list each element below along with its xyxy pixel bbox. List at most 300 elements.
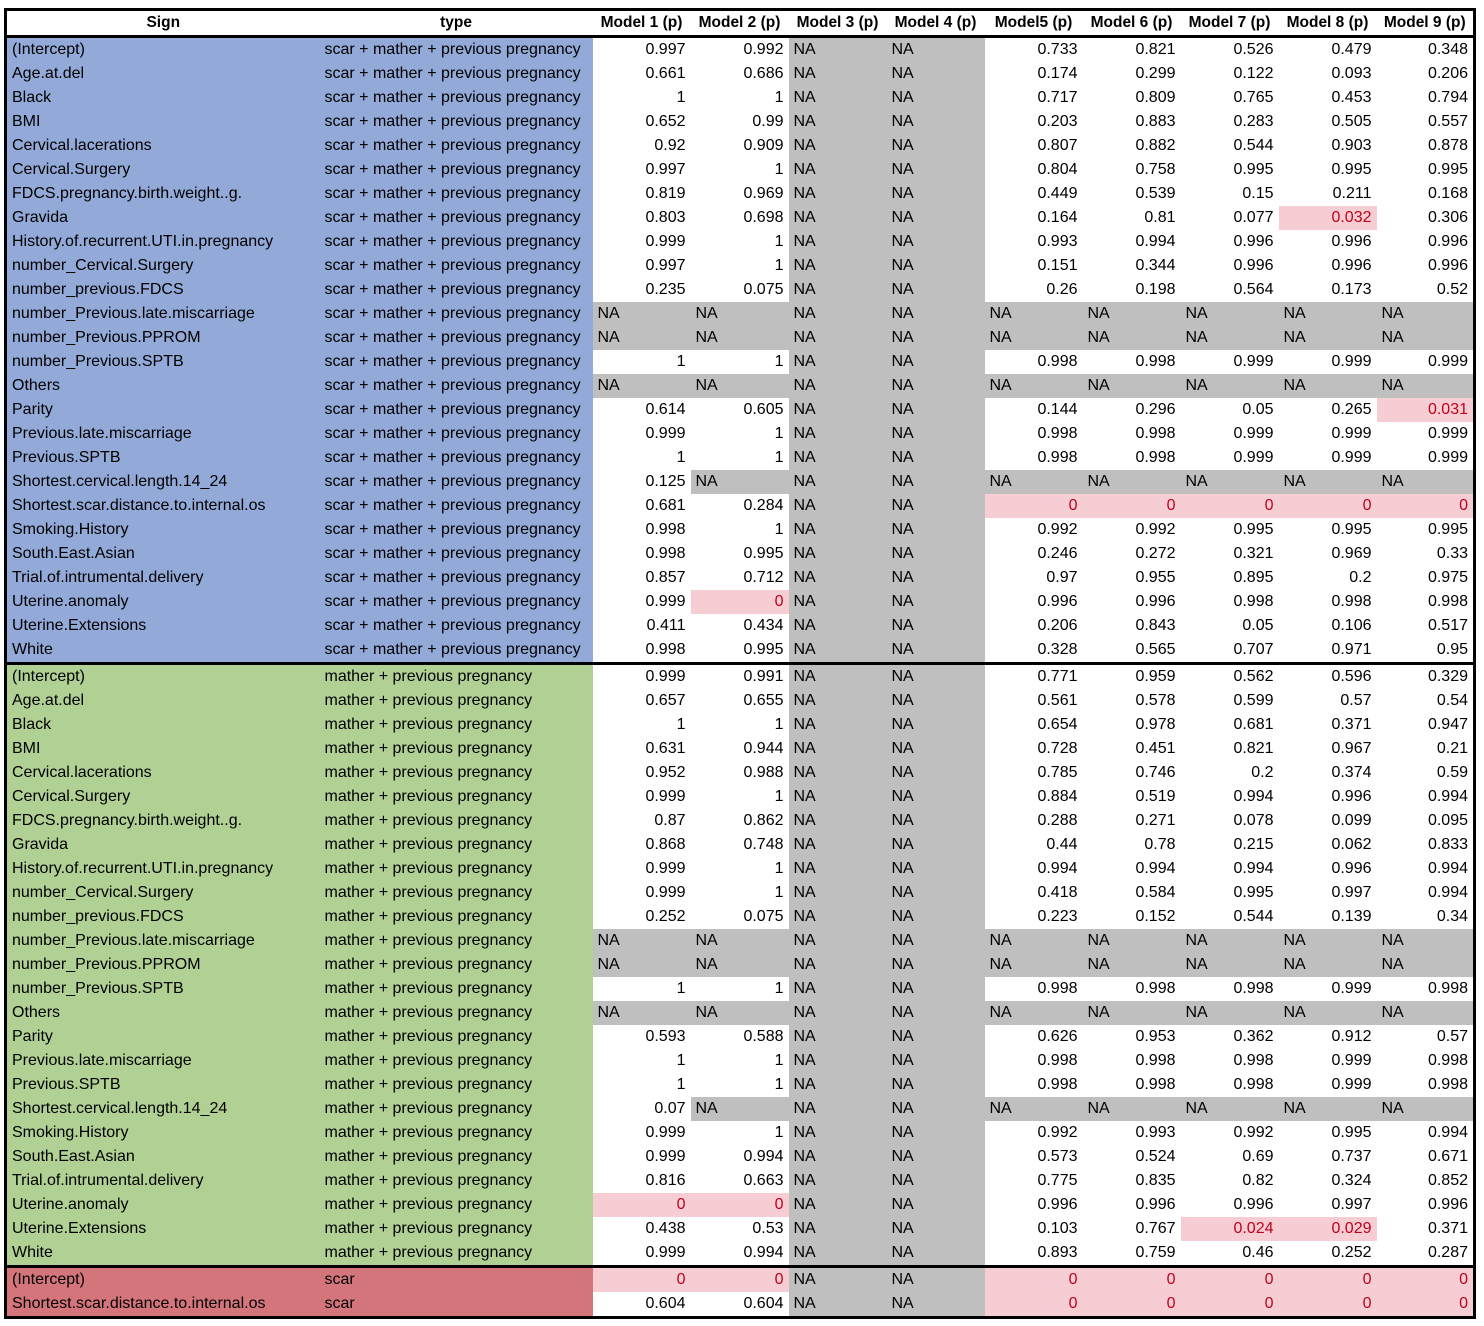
cell-model-3-p[interactable]: NA	[789, 206, 887, 230]
cell-model-2-p[interactable]: 1	[691, 1121, 789, 1145]
cell-model-4-p[interactable]: NA	[887, 470, 985, 494]
cell-model-5-p[interactable]: 0.728	[985, 737, 1083, 761]
cell-sign[interactable]: Trial.of.intrumental.delivery	[6, 1169, 320, 1193]
cell-model-6-p[interactable]: 0.519	[1083, 785, 1181, 809]
cell-model-5-p[interactable]: 0.998	[985, 350, 1083, 374]
cell-type[interactable]: scar + mather + previous pregnancy	[320, 566, 593, 590]
cell-sign[interactable]: (Intercept)	[6, 1267, 320, 1293]
cell-model-6-p[interactable]: 0	[1083, 494, 1181, 518]
cell-model-6-p[interactable]: 0.955	[1083, 566, 1181, 590]
cell-model-5-p[interactable]: 0.884	[985, 785, 1083, 809]
cell-model-4-p[interactable]: NA	[887, 182, 985, 206]
cell-model-7-p[interactable]: 0.283	[1181, 110, 1279, 134]
cell-type[interactable]: mather + previous pregnancy	[320, 833, 593, 857]
cell-sign[interactable]: Others	[6, 374, 320, 398]
cell-model-6-p[interactable]: 0.758	[1083, 158, 1181, 182]
cell-model-6-p[interactable]: 0.272	[1083, 542, 1181, 566]
cell-model-9-p[interactable]: 0.794	[1377, 86, 1475, 110]
cell-model-1-p[interactable]: NA	[593, 326, 691, 350]
cell-model-5-p[interactable]: NA	[985, 1001, 1083, 1025]
cell-model-9-p[interactable]: 0.994	[1377, 881, 1475, 905]
cell-model-1-p[interactable]: 0.438	[593, 1217, 691, 1241]
cell-model-2-p[interactable]: 1	[691, 158, 789, 182]
cell-model-8-p[interactable]: 0.252	[1279, 1241, 1377, 1267]
cell-model-9-p[interactable]: 0.59	[1377, 761, 1475, 785]
cell-type[interactable]: scar + mather + previous pregnancy	[320, 614, 593, 638]
cell-model-8-p[interactable]: 0.173	[1279, 278, 1377, 302]
cell-model-1-p[interactable]: 0.252	[593, 905, 691, 929]
cell-model-7-p[interactable]: 0.994	[1181, 785, 1279, 809]
cell-model-8-p[interactable]: NA	[1279, 1001, 1377, 1025]
cell-model-5-p[interactable]: 0.993	[985, 230, 1083, 254]
cell-model-7-p[interactable]: NA	[1181, 302, 1279, 326]
cell-model-6-p[interactable]: 0.998	[1083, 350, 1181, 374]
cell-model-8-p[interactable]: 0.093	[1279, 62, 1377, 86]
cell-type[interactable]: scar + mather + previous pregnancy	[320, 158, 593, 182]
cell-model-7-p[interactable]: 0.995	[1181, 518, 1279, 542]
cell-model-4-p[interactable]: NA	[887, 857, 985, 881]
cell-type[interactable]: mather + previous pregnancy	[320, 737, 593, 761]
cell-model-1-p[interactable]: 1	[593, 350, 691, 374]
cell-model-4-p[interactable]: NA	[887, 542, 985, 566]
cell-model-3-p[interactable]: NA	[789, 326, 887, 350]
cell-model-4-p[interactable]: NA	[887, 446, 985, 470]
cell-model-2-p[interactable]: 0.588	[691, 1025, 789, 1049]
cell-model-6-p[interactable]: 0.998	[1083, 422, 1181, 446]
cell-model-6-p[interactable]: NA	[1083, 1097, 1181, 1121]
cell-model-1-p[interactable]: 0.998	[593, 542, 691, 566]
cell-model-9-p[interactable]: NA	[1377, 929, 1475, 953]
cell-model-3-p[interactable]: NA	[789, 713, 887, 737]
cell-model-4-p[interactable]: NA	[887, 833, 985, 857]
cell-model-9-p[interactable]: 0	[1377, 1267, 1475, 1293]
cell-model-1-p[interactable]: 0.997	[593, 37, 691, 63]
cell-model-2-p[interactable]: 0.994	[691, 1145, 789, 1169]
cell-model-7-p[interactable]: 0.995	[1181, 881, 1279, 905]
cell-model-3-p[interactable]: NA	[789, 761, 887, 785]
cell-model-2-p[interactable]: 1	[691, 977, 789, 1001]
cell-sign[interactable]: Shortest.cervical.length.14_24	[6, 470, 320, 494]
cell-model-7-p[interactable]: 0.707	[1181, 638, 1279, 664]
cell-model-7-p[interactable]: NA	[1181, 470, 1279, 494]
cell-model-3-p[interactable]: NA	[789, 398, 887, 422]
cell-model-5-p[interactable]: 0.785	[985, 761, 1083, 785]
cell-model-5-p[interactable]: 0.992	[985, 518, 1083, 542]
cell-sign[interactable]: Trial.of.intrumental.delivery	[6, 566, 320, 590]
cell-model-4-p[interactable]: NA	[887, 614, 985, 638]
cell-model-1-p[interactable]: 1	[593, 713, 691, 737]
cell-model-3-p[interactable]: NA	[789, 737, 887, 761]
cell-model-9-p[interactable]: NA	[1377, 326, 1475, 350]
cell-model-5-p[interactable]: 0	[985, 494, 1083, 518]
cell-model-1-p[interactable]: 0.857	[593, 566, 691, 590]
cell-model-9-p[interactable]: 0.671	[1377, 1145, 1475, 1169]
cell-model-4-p[interactable]: NA	[887, 785, 985, 809]
cell-model-2-p[interactable]: 1	[691, 1049, 789, 1073]
cell-model-7-p[interactable]: 0.895	[1181, 566, 1279, 590]
cell-model-1-p[interactable]: 0.952	[593, 761, 691, 785]
cell-model-9-p[interactable]: 0.878	[1377, 134, 1475, 158]
cell-model-2-p[interactable]: 1	[691, 86, 789, 110]
cell-model-3-p[interactable]: NA	[789, 62, 887, 86]
cell-model-8-p[interactable]: 0.996	[1279, 254, 1377, 278]
cell-model-4-p[interactable]: NA	[887, 110, 985, 134]
cell-model-6-p[interactable]: 0.959	[1083, 664, 1181, 690]
cell-model-1-p[interactable]: 0.999	[593, 1241, 691, 1267]
header-model-9[interactable]: Model 9 (p)	[1377, 10, 1475, 37]
cell-model-4-p[interactable]: NA	[887, 713, 985, 737]
cell-model-2-p[interactable]: 0.994	[691, 1241, 789, 1267]
cell-model-1-p[interactable]: 0	[593, 1193, 691, 1217]
cell-model-7-p[interactable]: 0.999	[1181, 422, 1279, 446]
cell-model-5-p[interactable]: 0.994	[985, 857, 1083, 881]
cell-model-6-p[interactable]: 0	[1083, 1267, 1181, 1293]
cell-model-3-p[interactable]: NA	[789, 134, 887, 158]
cell-type[interactable]: scar + mather + previous pregnancy	[320, 350, 593, 374]
cell-model-7-p[interactable]: 0.992	[1181, 1121, 1279, 1145]
cell-model-5-p[interactable]: 0.998	[985, 422, 1083, 446]
cell-model-5-p[interactable]: NA	[985, 470, 1083, 494]
cell-model-8-p[interactable]: NA	[1279, 374, 1377, 398]
cell-model-5-p[interactable]: NA	[985, 326, 1083, 350]
cell-model-6-p[interactable]: 0.198	[1083, 278, 1181, 302]
cell-model-1-p[interactable]: 0.999	[593, 857, 691, 881]
cell-type[interactable]: scar + mather + previous pregnancy	[320, 182, 593, 206]
cell-model-3-p[interactable]: NA	[789, 638, 887, 664]
cell-type[interactable]: scar + mather + previous pregnancy	[320, 302, 593, 326]
cell-model-6-p[interactable]: NA	[1083, 1001, 1181, 1025]
cell-model-1-p[interactable]: 0.803	[593, 206, 691, 230]
cell-model-8-p[interactable]: 0	[1279, 1292, 1377, 1318]
cell-model-4-p[interactable]: NA	[887, 953, 985, 977]
cell-model-6-p[interactable]: 0.451	[1083, 737, 1181, 761]
cell-model-3-p[interactable]: NA	[789, 302, 887, 326]
cell-model-8-p[interactable]: NA	[1279, 953, 1377, 977]
cell-model-7-p[interactable]: 0.998	[1181, 977, 1279, 1001]
cell-model-6-p[interactable]: 0.152	[1083, 905, 1181, 929]
cell-model-5-p[interactable]: 0.26	[985, 278, 1083, 302]
cell-type[interactable]: scar + mather + previous pregnancy	[320, 230, 593, 254]
cell-model-4-p[interactable]: NA	[887, 278, 985, 302]
cell-model-1-p[interactable]: 1	[593, 1049, 691, 1073]
cell-sign[interactable]: White	[6, 638, 320, 664]
cell-model-1-p[interactable]: 1	[593, 86, 691, 110]
cell-model-5-p[interactable]: 0.717	[985, 86, 1083, 110]
cell-model-6-p[interactable]: 0.524	[1083, 1145, 1181, 1169]
cell-model-3-p[interactable]: NA	[789, 905, 887, 929]
cell-model-5-p[interactable]: 0.418	[985, 881, 1083, 905]
cell-model-1-p[interactable]: 0.999	[593, 590, 691, 614]
cell-sign[interactable]: FDCS.pregnancy.birth.weight..g.	[6, 182, 320, 206]
cell-model-5-p[interactable]: 0.733	[985, 37, 1083, 63]
cell-model-9-p[interactable]: 0.21	[1377, 737, 1475, 761]
header-model-4[interactable]: Model 4 (p)	[887, 10, 985, 37]
cell-model-9-p[interactable]: 0.999	[1377, 422, 1475, 446]
cell-model-2-p[interactable]: 1	[691, 230, 789, 254]
cell-sign[interactable]: Previous.late.miscarriage	[6, 422, 320, 446]
cell-model-7-p[interactable]: 0.544	[1181, 134, 1279, 158]
cell-model-1-p[interactable]: 0.92	[593, 134, 691, 158]
cell-model-4-p[interactable]: NA	[887, 1193, 985, 1217]
cell-model-7-p[interactable]: 0.46	[1181, 1241, 1279, 1267]
cell-type[interactable]: scar + mather + previous pregnancy	[320, 37, 593, 63]
cell-model-1-p[interactable]: NA	[593, 1001, 691, 1025]
cell-model-1-p[interactable]: 0.87	[593, 809, 691, 833]
cell-model-2-p[interactable]: 0.075	[691, 278, 789, 302]
cell-model-1-p[interactable]: 1	[593, 446, 691, 470]
cell-model-7-p[interactable]: 0.996	[1181, 230, 1279, 254]
cell-model-5-p[interactable]: 0.654	[985, 713, 1083, 737]
cell-sign[interactable]: Uterine.Extensions	[6, 614, 320, 638]
cell-model-2-p[interactable]: NA	[691, 929, 789, 953]
cell-model-3-p[interactable]: NA	[789, 689, 887, 713]
cell-model-5-p[interactable]: 0.998	[985, 977, 1083, 1001]
cell-model-3-p[interactable]: NA	[789, 1073, 887, 1097]
cell-model-9-p[interactable]: 0.998	[1377, 1073, 1475, 1097]
cell-model-9-p[interactable]: 0.852	[1377, 1169, 1475, 1193]
cell-model-8-p[interactable]: 0.099	[1279, 809, 1377, 833]
cell-model-8-p[interactable]: NA	[1279, 470, 1377, 494]
cell-model-9-p[interactable]: 0.995	[1377, 158, 1475, 182]
cell-model-8-p[interactable]: 0.505	[1279, 110, 1377, 134]
cell-model-8-p[interactable]: 0.062	[1279, 833, 1377, 857]
cell-model-9-p[interactable]: 0.557	[1377, 110, 1475, 134]
cell-model-2-p[interactable]: 0.605	[691, 398, 789, 422]
cell-model-9-p[interactable]: 0.833	[1377, 833, 1475, 857]
cell-model-3-p[interactable]: NA	[789, 182, 887, 206]
cell-model-3-p[interactable]: NA	[789, 977, 887, 1001]
cell-model-5-p[interactable]: NA	[985, 302, 1083, 326]
cell-model-2-p[interactable]: NA	[691, 374, 789, 398]
cell-model-8-p[interactable]: 0.996	[1279, 785, 1377, 809]
cell-model-6-p[interactable]: 0.809	[1083, 86, 1181, 110]
cell-model-6-p[interactable]: 0.953	[1083, 1025, 1181, 1049]
cell-model-6-p[interactable]: 0.843	[1083, 614, 1181, 638]
cell-model-9-p[interactable]: NA	[1377, 1097, 1475, 1121]
cell-model-3-p[interactable]: NA	[789, 1292, 887, 1318]
cell-model-2-p[interactable]: NA	[691, 953, 789, 977]
header-model-7[interactable]: Model 7 (p)	[1181, 10, 1279, 37]
cell-type[interactable]: mather + previous pregnancy	[320, 1169, 593, 1193]
cell-sign[interactable]: number_Previous.late.miscarriage	[6, 302, 320, 326]
cell-model-7-p[interactable]: NA	[1181, 1001, 1279, 1025]
cell-model-1-p[interactable]: 0.657	[593, 689, 691, 713]
header-model-5[interactable]: Model5 (p)	[985, 10, 1083, 37]
cell-sign[interactable]: Black	[6, 713, 320, 737]
header-model-8[interactable]: Model 8 (p)	[1279, 10, 1377, 37]
cell-model-8-p[interactable]: 0.969	[1279, 542, 1377, 566]
cell-model-6-p[interactable]: 0.994	[1083, 857, 1181, 881]
cell-type[interactable]: mather + previous pregnancy	[320, 664, 593, 690]
cell-model-2-p[interactable]: NA	[691, 326, 789, 350]
cell-sign[interactable]: Age.at.del	[6, 62, 320, 86]
cell-model-1-p[interactable]: 0.999	[593, 1121, 691, 1145]
cell-model-8-p[interactable]: 0.737	[1279, 1145, 1377, 1169]
cell-model-5-p[interactable]: 0.998	[985, 446, 1083, 470]
cell-model-7-p[interactable]: NA	[1181, 326, 1279, 350]
cell-type[interactable]: mather + previous pregnancy	[320, 977, 593, 1001]
cell-model-3-p[interactable]: NA	[789, 542, 887, 566]
cell-model-1-p[interactable]: 0.681	[593, 494, 691, 518]
cell-model-3-p[interactable]: NA	[789, 809, 887, 833]
cell-model-9-p[interactable]: 0.206	[1377, 62, 1475, 86]
cell-model-7-p[interactable]: 0	[1181, 1292, 1279, 1318]
cell-model-3-p[interactable]: NA	[789, 1193, 887, 1217]
cell-sign[interactable]: number_Cervical.Surgery	[6, 254, 320, 278]
cell-model-3-p[interactable]: NA	[789, 1169, 887, 1193]
cell-model-9-p[interactable]: 0.947	[1377, 713, 1475, 737]
cell-model-2-p[interactable]: 0	[691, 1267, 789, 1293]
cell-model-5-p[interactable]: 0.97	[985, 566, 1083, 590]
cell-model-3-p[interactable]: NA	[789, 278, 887, 302]
cell-sign[interactable]: Cervical.lacerations	[6, 761, 320, 785]
cell-model-2-p[interactable]: 0.686	[691, 62, 789, 86]
cell-model-5-p[interactable]: 0.449	[985, 182, 1083, 206]
cell-type[interactable]: scar + mather + previous pregnancy	[320, 446, 593, 470]
cell-model-6-p[interactable]: 0.565	[1083, 638, 1181, 664]
cell-model-1-p[interactable]: 1	[593, 977, 691, 1001]
cell-model-9-p[interactable]: 0	[1377, 1292, 1475, 1318]
cell-model-3-p[interactable]: NA	[789, 614, 887, 638]
cell-model-9-p[interactable]: 0	[1377, 494, 1475, 518]
cell-model-7-p[interactable]: 0.024	[1181, 1217, 1279, 1241]
cell-model-8-p[interactable]: 0.999	[1279, 1073, 1377, 1097]
cell-model-3-p[interactable]: NA	[789, 953, 887, 977]
cell-model-9-p[interactable]: NA	[1377, 953, 1475, 977]
cell-model-9-p[interactable]: 0.998	[1377, 1049, 1475, 1073]
cell-model-1-p[interactable]: 0.604	[593, 1292, 691, 1318]
cell-model-2-p[interactable]: 0.434	[691, 614, 789, 638]
cell-sign[interactable]: Previous.SPTB	[6, 446, 320, 470]
cell-model-7-p[interactable]: NA	[1181, 1097, 1279, 1121]
cell-model-4-p[interactable]: NA	[887, 422, 985, 446]
header-model-6[interactable]: Model 6 (p)	[1083, 10, 1181, 37]
cell-sign[interactable]: South.East.Asian	[6, 542, 320, 566]
cell-model-8-p[interactable]: 0.999	[1279, 446, 1377, 470]
cell-model-9-p[interactable]: NA	[1377, 302, 1475, 326]
cell-model-1-p[interactable]: 0.998	[593, 638, 691, 664]
cell-model-3-p[interactable]: NA	[789, 350, 887, 374]
cell-model-5-p[interactable]: 0.807	[985, 134, 1083, 158]
cell-model-9-p[interactable]: 0.994	[1377, 857, 1475, 881]
cell-sign[interactable]: Cervical.Surgery	[6, 785, 320, 809]
cell-model-9-p[interactable]: 0.306	[1377, 206, 1475, 230]
cell-model-2-p[interactable]: 0.99	[691, 110, 789, 134]
cell-model-1-p[interactable]: 0.819	[593, 182, 691, 206]
cell-model-2-p[interactable]: 0.698	[691, 206, 789, 230]
cell-model-8-p[interactable]: 0.479	[1279, 37, 1377, 63]
cell-type[interactable]: mather + previous pregnancy	[320, 1193, 593, 1217]
cell-model-9-p[interactable]: 0.33	[1377, 542, 1475, 566]
cell-model-7-p[interactable]: 0.544	[1181, 905, 1279, 929]
cell-model-2-p[interactable]: NA	[691, 470, 789, 494]
cell-model-4-p[interactable]: NA	[887, 689, 985, 713]
cell-model-2-p[interactable]: NA	[691, 1001, 789, 1025]
cell-model-9-p[interactable]: 0.517	[1377, 614, 1475, 638]
cell-model-1-p[interactable]: 0.07	[593, 1097, 691, 1121]
cell-model-4-p[interactable]: NA	[887, 929, 985, 953]
cell-type[interactable]: scar + mather + previous pregnancy	[320, 638, 593, 664]
cell-model-5-p[interactable]: 0.223	[985, 905, 1083, 929]
cell-sign[interactable]: Smoking.History	[6, 1121, 320, 1145]
cell-model-7-p[interactable]: 0.15	[1181, 182, 1279, 206]
cell-model-4-p[interactable]: NA	[887, 398, 985, 422]
cell-sign[interactable]: Uterine.anomaly	[6, 1193, 320, 1217]
cell-type[interactable]: scar + mather + previous pregnancy	[320, 326, 593, 350]
cell-model-3-p[interactable]: NA	[789, 518, 887, 542]
cell-model-1-p[interactable]: NA	[593, 929, 691, 953]
cell-model-3-p[interactable]: NA	[789, 1145, 887, 1169]
cell-model-6-p[interactable]: 0.996	[1083, 590, 1181, 614]
cell-model-1-p[interactable]: 0.868	[593, 833, 691, 857]
cell-model-2-p[interactable]: 0	[691, 590, 789, 614]
cell-type[interactable]: mather + previous pregnancy	[320, 929, 593, 953]
cell-model-8-p[interactable]: 0.996	[1279, 857, 1377, 881]
cell-model-7-p[interactable]: 0.2	[1181, 761, 1279, 785]
cell-sign[interactable]: Black	[6, 86, 320, 110]
cell-model-4-p[interactable]: NA	[887, 881, 985, 905]
cell-type[interactable]: mather + previous pregnancy	[320, 1073, 593, 1097]
cell-model-6-p[interactable]: NA	[1083, 929, 1181, 953]
cell-model-7-p[interactable]: 0.05	[1181, 614, 1279, 638]
cell-model-5-p[interactable]: 0.996	[985, 1193, 1083, 1217]
header-model-2[interactable]: Model 2 (p)	[691, 10, 789, 37]
cell-model-4-p[interactable]: NA	[887, 1292, 985, 1318]
cell-model-8-p[interactable]: NA	[1279, 929, 1377, 953]
cell-sign[interactable]: Uterine.Extensions	[6, 1217, 320, 1241]
cell-model-3-p[interactable]: NA	[789, 110, 887, 134]
cell-model-9-p[interactable]: 0.95	[1377, 638, 1475, 664]
cell-model-6-p[interactable]: 0.746	[1083, 761, 1181, 785]
cell-model-9-p[interactable]: NA	[1377, 470, 1475, 494]
cell-model-9-p[interactable]: 0.54	[1377, 689, 1475, 713]
cell-type[interactable]: scar + mather + previous pregnancy	[320, 422, 593, 446]
cell-model-9-p[interactable]: 0.995	[1377, 518, 1475, 542]
cell-model-1-p[interactable]: NA	[593, 302, 691, 326]
cell-model-5-p[interactable]: 0.103	[985, 1217, 1083, 1241]
cell-model-3-p[interactable]: NA	[789, 1241, 887, 1267]
cell-model-8-p[interactable]: 0.029	[1279, 1217, 1377, 1241]
cell-model-4-p[interactable]: NA	[887, 254, 985, 278]
cell-model-3-p[interactable]: NA	[789, 374, 887, 398]
cell-model-7-p[interactable]: 0.998	[1181, 1049, 1279, 1073]
cell-model-6-p[interactable]: 0.821	[1083, 37, 1181, 63]
cell-model-4-p[interactable]: NA	[887, 86, 985, 110]
cell-model-4-p[interactable]: NA	[887, 1169, 985, 1193]
cell-model-8-p[interactable]: 0.995	[1279, 518, 1377, 542]
cell-sign[interactable]: Age.at.del	[6, 689, 320, 713]
cell-model-3-p[interactable]: NA	[789, 470, 887, 494]
cell-model-4-p[interactable]: NA	[887, 809, 985, 833]
cell-model-5-p[interactable]: 0.998	[985, 1049, 1083, 1073]
cell-sign[interactable]: number_Previous.SPTB	[6, 977, 320, 1001]
cell-model-4-p[interactable]: NA	[887, 62, 985, 86]
cell-model-5-p[interactable]: 0.996	[985, 590, 1083, 614]
cell-model-6-p[interactable]: 0.882	[1083, 134, 1181, 158]
cell-model-7-p[interactable]: NA	[1181, 374, 1279, 398]
cell-model-8-p[interactable]: 0.211	[1279, 182, 1377, 206]
cell-model-5-p[interactable]: 0.246	[985, 542, 1083, 566]
cell-model-6-p[interactable]: 0.992	[1083, 518, 1181, 542]
cell-model-6-p[interactable]: 0.299	[1083, 62, 1181, 86]
cell-model-2-p[interactable]: 0.53	[691, 1217, 789, 1241]
cell-model-3-p[interactable]: NA	[789, 1121, 887, 1145]
cell-model-4-p[interactable]: NA	[887, 518, 985, 542]
cell-model-4-p[interactable]: NA	[887, 977, 985, 1001]
cell-model-6-p[interactable]: 0.998	[1083, 1073, 1181, 1097]
cell-model-3-p[interactable]: NA	[789, 1267, 887, 1293]
cell-model-2-p[interactable]: 0.862	[691, 809, 789, 833]
